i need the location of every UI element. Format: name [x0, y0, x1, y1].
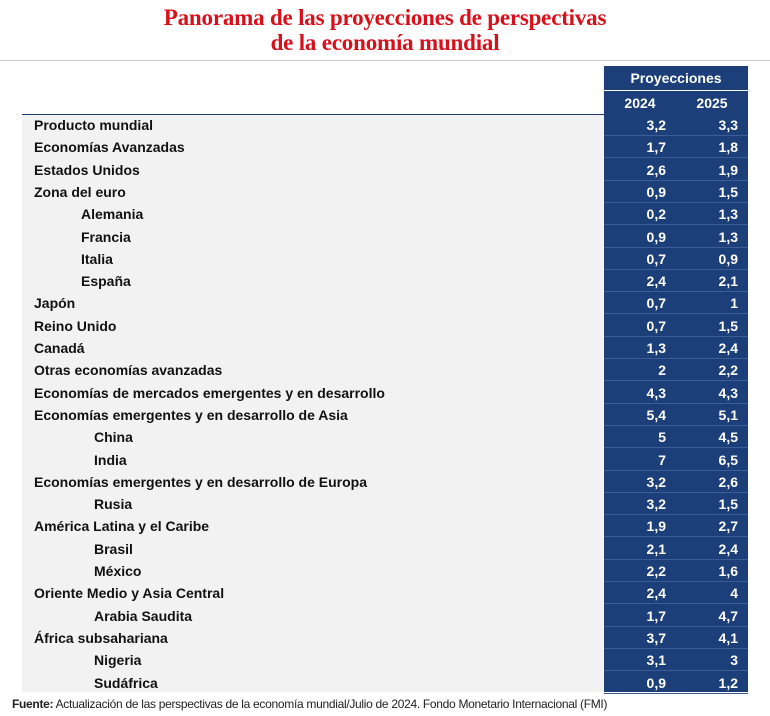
- value-2024: 0,7: [646, 250, 666, 267]
- value-2024: 2,2: [646, 563, 666, 579]
- row-label: Oriente Medio y Asia Central: [34, 585, 225, 602]
- table-row: [22, 627, 748, 649]
- table-row: [22, 404, 748, 426]
- table-row: [22, 538, 748, 560]
- source-footer: [12, 697, 607, 711]
- value-2025: 4,1: [718, 629, 738, 646]
- row-label: Economías Avanzadas: [34, 139, 185, 156]
- value-2025: 4,3: [718, 384, 738, 401]
- value-2024: 3,2: [646, 117, 666, 133]
- table-row: [22, 136, 748, 158]
- table-row: [22, 159, 748, 181]
- value-2025: 1,3: [718, 228, 738, 245]
- value-2024: 0,2: [646, 206, 666, 223]
- row-label: China: [94, 429, 133, 446]
- value-2024: 2,1: [646, 540, 666, 557]
- table-row: [22, 337, 748, 359]
- value-2025: 4: [730, 585, 738, 602]
- table-row: [22, 515, 748, 537]
- value-2025: 2,4: [718, 340, 738, 356]
- row-divider: [604, 693, 748, 694]
- header-year-2025: 2025: [696, 95, 728, 111]
- table-row: [22, 649, 748, 671]
- value-2024: 0,9: [646, 228, 666, 245]
- table-row: [22, 449, 748, 471]
- table-row: [22, 315, 748, 337]
- row-label: India: [94, 451, 127, 468]
- value-2024: 3,1: [646, 652, 666, 669]
- source-text: Actualización de las perspectivas de la economía mundial/Julio de 2024. Fondo Monetario Internacional (FMI): [53, 697, 608, 711]
- value-2025: 2,4: [718, 540, 738, 557]
- table-row: [22, 292, 748, 314]
- value-2024: 0,7: [646, 295, 666, 312]
- value-2024: 5,4: [646, 406, 666, 423]
- row-label: Economías emergentes y en desarrollo de Europa: [34, 473, 367, 490]
- row-label: Estados Unidos: [34, 161, 140, 178]
- row-label: Alemania: [81, 206, 144, 223]
- value-2025: 4,5: [718, 429, 738, 446]
- table-row: [22, 426, 748, 448]
- value-2025: 1,9: [718, 161, 738, 178]
- table-row: [22, 672, 748, 694]
- chart-title-line-2: de la economía mundial: [270, 30, 500, 55]
- value-2024: 2,4: [646, 273, 666, 290]
- value-2025: 2,6: [718, 473, 738, 490]
- value-2024: 2,6: [646, 161, 666, 178]
- table-row: [22, 471, 748, 493]
- row-label: Francia: [81, 228, 131, 245]
- row-label: África subsahariana: [34, 629, 168, 646]
- header-divider: [604, 90, 748, 91]
- source-label: Fuente:: [12, 697, 54, 711]
- row-label: Economías emergentes y en desarrollo de Asia: [34, 406, 348, 423]
- row-label: Sudáfrica: [94, 674, 158, 691]
- value-2025: 1,5: [718, 183, 738, 200]
- chart-title-line-1: Panorama de las proyecciones de perspectivas: [163, 5, 607, 30]
- table-row: [22, 270, 748, 292]
- table-header-blank: [22, 66, 603, 114]
- value-2024: 0,9: [646, 183, 666, 200]
- header-year-2024: 2024: [624, 95, 656, 111]
- row-label: Zona del euro: [34, 183, 126, 200]
- row-label: Economías de mercados emergentes y en desarrollo: [34, 384, 385, 401]
- value-2025: 1,3: [718, 206, 738, 223]
- value-2024: 0,9: [646, 674, 666, 691]
- row-label: Canadá: [34, 340, 85, 356]
- value-2025: 2,2: [718, 362, 738, 379]
- row-label: Japón: [34, 295, 76, 312]
- table-row: [22, 359, 748, 381]
- table-row: [22, 382, 748, 404]
- row-label: Otras economías avanzadas: [34, 362, 223, 379]
- value-2025: 3,3: [718, 117, 738, 133]
- row-label: América Latina y el Caribe: [34, 518, 210, 535]
- value-2025: 1,6: [718, 563, 738, 579]
- header-projections: Proyecciones: [630, 70, 722, 86]
- row-label: Nigeria: [94, 652, 142, 669]
- value-2025: 0,9: [718, 250, 738, 267]
- title-block: [0, 0, 770, 61]
- value-2024: 0,7: [646, 317, 666, 334]
- value-2024: 3,2: [646, 473, 666, 490]
- row-label: Reino Unido: [34, 317, 117, 334]
- value-2025: 3: [730, 652, 738, 669]
- value-2024: 1,7: [646, 607, 666, 624]
- row-label: Italia: [81, 250, 113, 267]
- table-row: [22, 493, 748, 515]
- row-label: Brasil: [94, 540, 133, 557]
- value-2024: 1,3: [646, 340, 666, 356]
- value-2025: 4,7: [718, 607, 738, 624]
- value-2024: 1,9: [646, 518, 666, 535]
- row-label: Producto mundial: [34, 117, 153, 133]
- table-row: [22, 226, 748, 248]
- value-2025: 1,8: [718, 139, 738, 156]
- value-2025: 2,1: [718, 273, 738, 290]
- row-label: Rusia: [94, 496, 133, 513]
- table-row: [22, 203, 748, 225]
- row-label: México: [94, 563, 142, 579]
- value-2024: 3,7: [646, 629, 666, 646]
- value-2024: 2: [658, 362, 666, 379]
- value-2025: 1,5: [718, 317, 738, 334]
- value-2025: 2,7: [718, 518, 738, 535]
- value-2025: 5,1: [718, 406, 738, 423]
- value-2024: 2,4: [646, 585, 666, 602]
- value-2025: 6,5: [718, 451, 738, 468]
- table-row: [22, 605, 748, 627]
- table-row: [22, 181, 748, 203]
- value-2025: 1,2: [718, 674, 738, 691]
- table-row: [22, 248, 748, 270]
- table-row: [22, 114, 748, 136]
- table-row: [22, 582, 748, 604]
- table-row: [22, 560, 748, 582]
- value-2024: 1,7: [646, 139, 666, 156]
- value-2024: 3,2: [646, 496, 666, 513]
- value-2025: 1,5: [718, 496, 738, 513]
- row-label: Arabia Saudita: [94, 607, 193, 624]
- value-2024: 7: [658, 451, 666, 468]
- value-2024: 5: [658, 429, 666, 446]
- value-2024: 4,3: [646, 384, 666, 401]
- row-label: España: [81, 273, 131, 290]
- value-2025: 1: [730, 295, 738, 312]
